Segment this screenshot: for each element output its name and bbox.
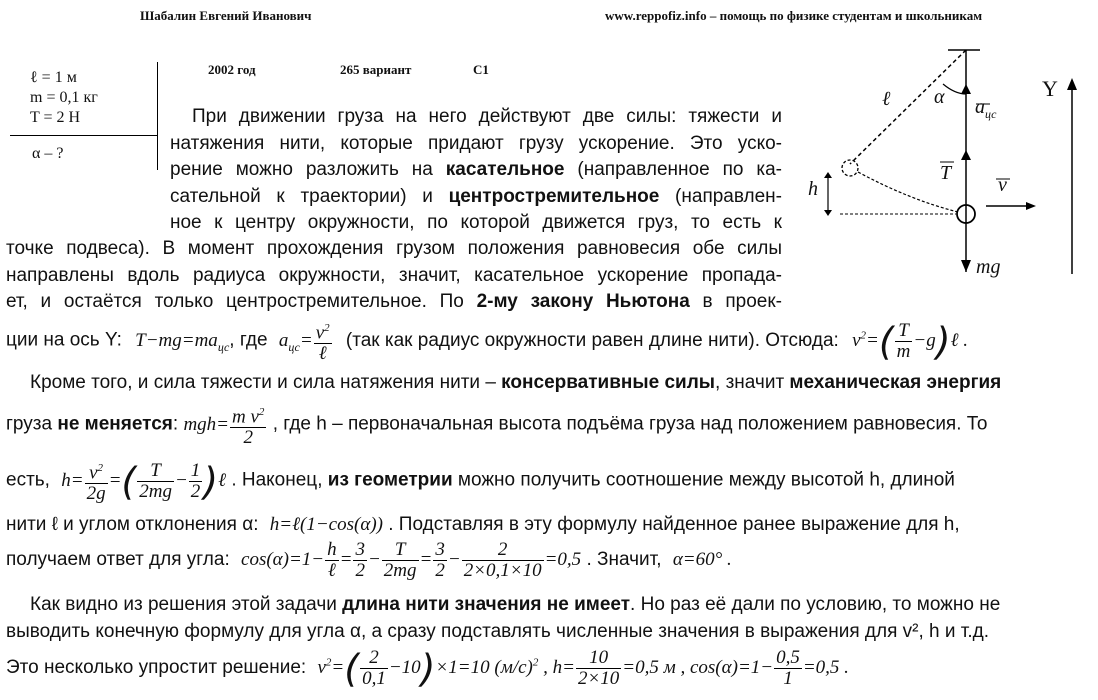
formula-energy: mgh= $\frac{m v^2}{2}$ [183,414,267,435]
formula-h: h= $\frac{v^2}{2g}$ =( $\frac{T}{2mg}$ − $\frac{1}{2}$ )ℓ [61,459,227,505]
given-divider-horizontal [10,135,157,136]
given-length: ℓ = 1 м [30,69,77,86]
p1-line-h [6,289,782,316]
l15-bold: длина нити значения не имеет [342,594,631,615]
l10-pre: Кроме того, и сила тяжести и сила натяжения нити – [30,372,502,393]
given-block [30,68,98,128]
label-a: a [975,96,985,118]
label-h: h [808,178,818,200]
l13-pre: нити ℓ и углом отклонения α: [6,514,259,535]
l10-mid: , значит [715,372,790,393]
p1-line-f: точке подвеса). В момент прохождения грузом положения равновесия обе силы [6,238,782,259]
line-16: выводить конечную формулу для угла α, а сразу подставлять численные значения в выражения для v², h и т.д. [6,621,990,642]
label-mg: mg [976,256,1001,278]
line-10 [6,372,1092,394]
p1c-pre: рение можно разложить на [170,159,446,180]
task-number: С1 [473,62,489,77]
p1-line-g: направлены вдоль радиуса окружности, значит, касательное ускорение пропада- [6,264,782,286]
l15-post: . Но раз её дали по условию, то можно не [630,594,1001,615]
p1d-bold: центростремительное [448,185,660,207]
l11-post: , где h – первоначальная высота подъёма груза над положением равновесия. То [272,413,988,435]
l11-pre: груза [6,413,58,435]
label-a-sub: цс [985,107,997,121]
p1h-pre: ет, и остаётся только центростремительное. По [6,291,477,312]
para-1-narrow [170,104,782,237]
formula-simplified: $v^2=$( $\frac{2}{0,1}$ −10)×1=10 $(м/с)^2$ , h= $\frac{10}{2\times 10}$ =0,5 м , cos(α)=1− $\frac{0,5}{1}$ =0,5 . [317,646,849,691]
line-17 [6,648,849,689]
l14-post: . Значит, [586,548,662,570]
formula-v2: $v^2=$( $\frac{T}{m}$ −g)ℓ . [852,319,968,364]
line-11: груза не меняется: mgh= $\frac{m v^2}{2}$ , где h – первоначальная высота подъёма груза над положением равновесия. То [6,402,987,448]
p1c-post: (направленное по ка- [564,159,782,180]
p1h-bold: 2-му закону Ньютона [476,291,690,312]
p1c-bold: касательное [445,159,565,180]
header-author: Шабалин Евгений Иванович [140,8,312,23]
l9-mid: (так как радиус окружности равен длине нити). Отсюда: [345,329,839,351]
l9-pre: ции на ось Y: [6,329,122,351]
given-mass: m = 0,1 кг [30,89,98,106]
p1-line-d [170,184,782,211]
given-divider-vertical [157,62,158,170]
para-1-wide [6,236,782,316]
l13-post: . Подставляя в эту формулу найденное ранее выражение для h, [388,514,960,535]
header-site: www.reppofiz.info – помощь по физике студентам и школьникам [605,8,983,23]
p1h-post: в проек- [689,291,782,312]
line-9 [6,318,968,364]
p1-line-e: ное к центру окружности, по которой движется груз, то есть к [170,212,782,233]
label-Y: Y [1042,76,1058,101]
p1d-post: (направлен- [659,185,782,207]
formula-cos: cos(α)=1− $\frac{h}{\text{ℓ}}$ = $\frac{3}{2}$ − $\frac{T}{2mg}$ = $\frac{3}{2}$ − $\frac{2}{2\times 0,1\times 10}$ =0,5 [241,539,582,581]
initial-position-mark [842,160,858,176]
line-12 [6,458,955,504]
label-T: T [940,162,952,184]
label-alpha: α [934,86,945,108]
label-v: v [998,174,1007,196]
formula-geometry: h=ℓ(1−cos(α)) [269,514,383,535]
l12-mid: . Наконец, [231,469,328,491]
p1-line-b: натяжения нити, которые придают грузу ускорение. Это уско- [170,132,782,154]
l14-pre: получаем ответ для угла: [6,548,230,570]
l10-wrap [6,372,1001,394]
l12-bold: из геометрии [327,469,453,491]
line-13 [6,514,960,536]
l12-post: можно получить соотношение между высотой h, длиной [452,469,955,491]
variant: 265 вариант [340,62,412,77]
given-tension: T = 2 Н [30,109,81,126]
label-a-cs [975,96,996,122]
label-l: ℓ [882,88,891,110]
formula-newton: $T-mg=ma_{цс}$ [135,329,230,354]
year: 2002 год [208,62,256,77]
l10-bold-1: консервативные силы [501,372,716,393]
l12-pre: есть, [6,469,50,491]
l15-pre: Как видно из решения этой задачи [30,594,343,615]
find-alpha: α – ? [32,145,64,162]
p1-line-c [170,157,782,184]
l9-where: , где [229,329,268,351]
p1-line-a: При движении груза на него действуют две силы: тяжести и [192,106,782,127]
p1d-pre: сательной к траектории) и [170,185,449,207]
l11-bold: не меняется [57,413,173,435]
line-14 [6,540,732,581]
l10-bold-2: механическая энергия [789,372,1002,393]
formula-acs: $a_{цс}=$ $\frac{v^2}{\text{ℓ}}$ [279,330,333,351]
formula-answer: α=60° . [672,548,732,570]
line-15 [6,594,1000,616]
l17-pre: Это несколько упростит решение: [6,656,307,678]
